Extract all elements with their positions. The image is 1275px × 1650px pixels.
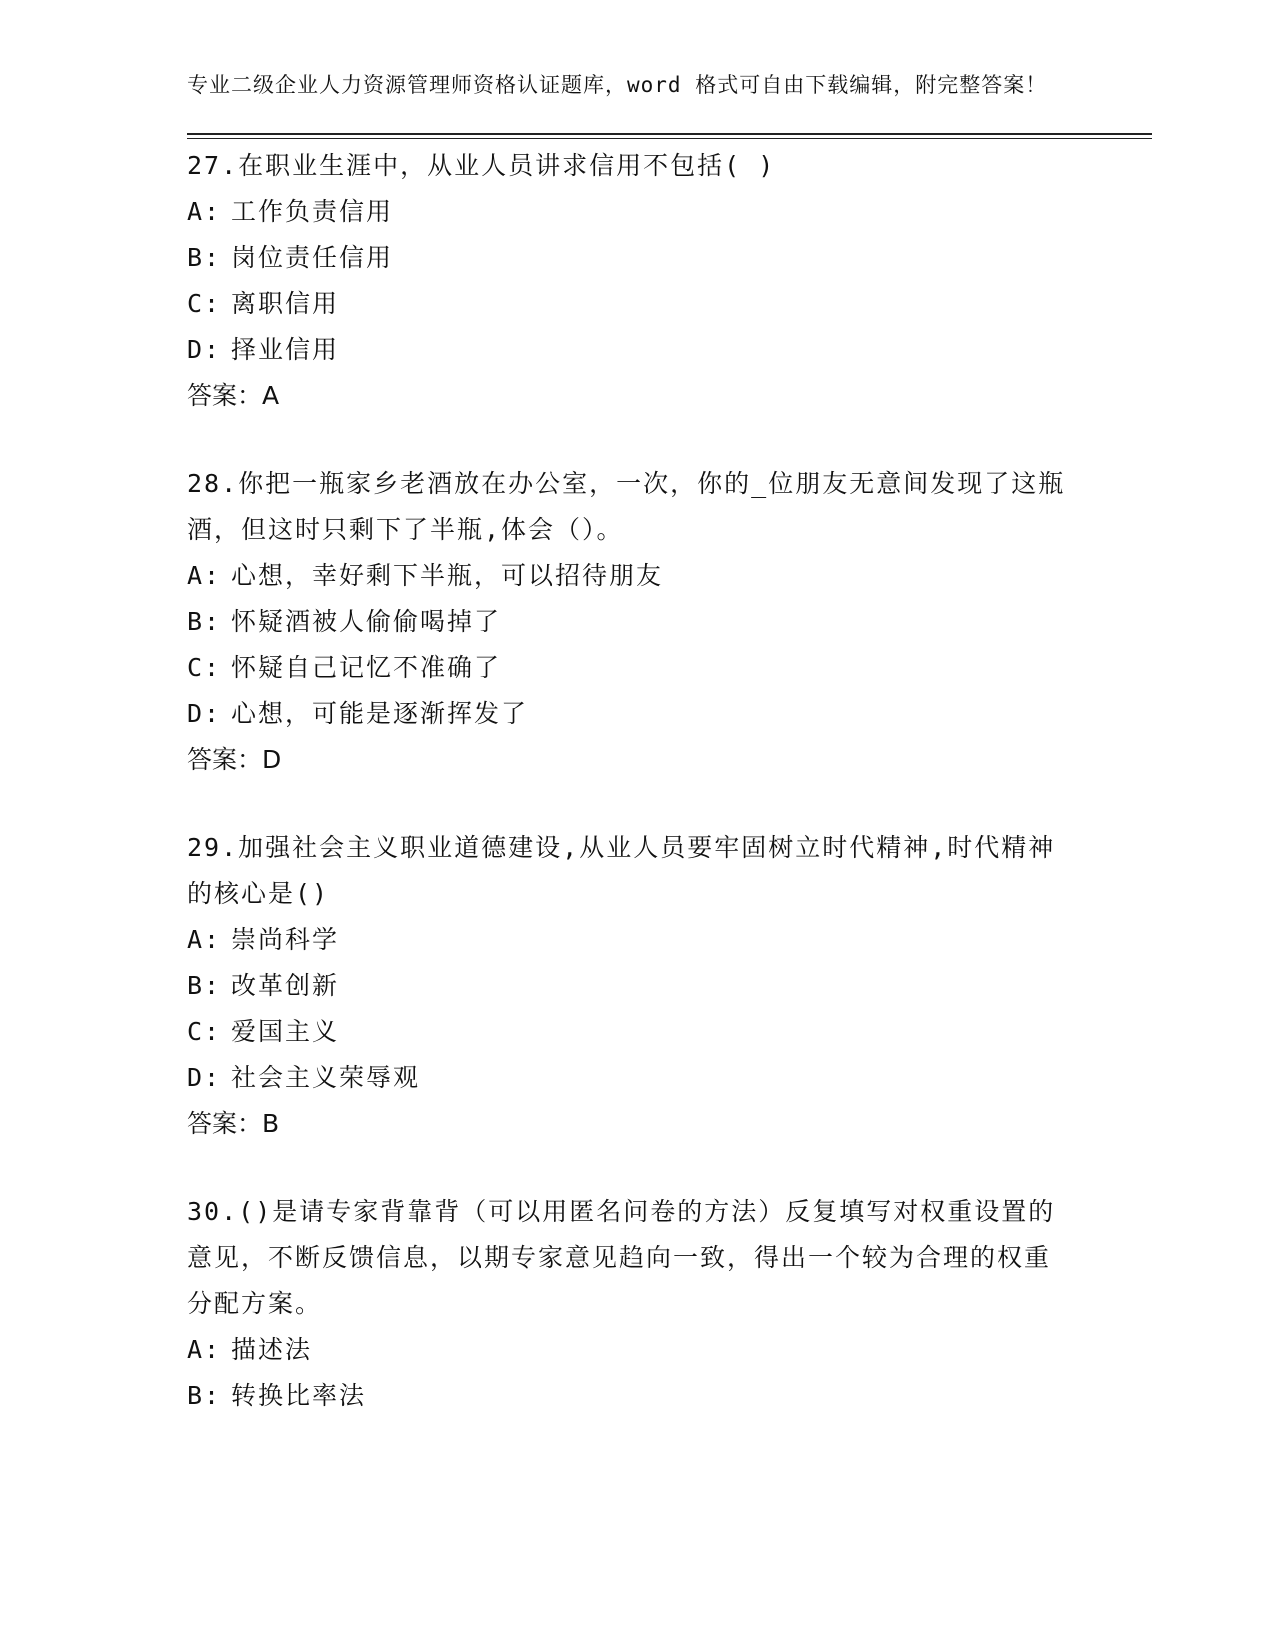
header-divider [187,133,1152,139]
option-b [187,1373,1147,1419]
option-letter: B: [187,1381,222,1410]
option-d [187,1055,1147,1101]
option-text: 怀疑酒被人偷偷喝掉了 [231,607,502,636]
option-letter: B: [187,971,222,1000]
option-text: 岗位责任信用 [231,243,394,272]
option-letter: C: [187,289,222,318]
option-a [187,553,1147,599]
answer-line: 答案：A [187,381,280,410]
question-27 [187,143,1147,419]
option-text: 改革创新 [231,971,340,1000]
option-text: 心想，幸好剩下半瓶，可以招待朋友 [231,561,664,590]
option-letter: B: [187,607,222,636]
option-a [187,189,1147,235]
option-text: 描述法 [231,1335,313,1364]
question-stem: 30.()是请专家背靠背（可以用匿名问卷的方法）反复填写对权重设置的意见，不断反馈信息，以期专家意见趋向一致，得出一个较为合理的权重分配方案。 [187,1197,1056,1318]
option-text: 社会主义荣辱观 [231,1063,421,1092]
option-c [187,645,1147,691]
option-letter: A: [187,1335,222,1364]
option-letter: A: [187,925,222,954]
option-a [187,917,1147,963]
option-letter: D: [187,699,222,728]
option-text: 转换比率法 [231,1381,367,1410]
option-text: 崇尚科学 [231,925,340,954]
option-a [187,1327,1147,1373]
option-c [187,1009,1147,1055]
option-letter: A: [187,197,222,226]
option-text: 怀疑自己记忆不准确了 [231,653,502,682]
question-29 [187,825,1147,1147]
option-text: 爱国主义 [231,1017,340,1046]
option-letter: B: [187,243,222,272]
document-header: 专业二级企业人力资源管理师资格认证题库，word 格式可自由下载编辑，附完整答案！ [187,73,1048,97]
question-28 [187,461,1147,783]
question-stem: 29.加强社会主义职业道德建设,从业人员要牢固树立时代精神,时代精神的核心是() [187,833,1056,908]
option-text: 择业信用 [231,335,340,364]
document-page [187,70,1147,1419]
option-letter: C: [187,653,222,682]
question-30 [187,1189,1147,1419]
option-d [187,327,1147,373]
option-b [187,963,1147,1009]
option-text: 离职信用 [231,289,340,318]
option-letter: D: [187,335,222,364]
option-b [187,599,1147,645]
option-c [187,281,1147,327]
option-d [187,691,1147,737]
answer-line: 答案：D [187,745,282,774]
option-text: 心想，可能是逐渐挥发了 [231,699,529,728]
option-letter: A: [187,561,222,590]
option-text: 工作负责信用 [231,197,394,226]
option-letter: D: [187,1063,222,1092]
option-letter: C: [187,1017,222,1046]
option-b [187,235,1147,281]
answer-line: 答案：B [187,1109,280,1138]
question-stem: 27.在职业生涯中，从业人员讲求信用不包括( ) [187,151,776,180]
question-stem: 28.你把一瓶家乡老酒放在办公室，一次，你的_位朋友无意间发现了这瓶酒，但这时只剩下了半瓶,体会（）。 [187,469,1066,544]
